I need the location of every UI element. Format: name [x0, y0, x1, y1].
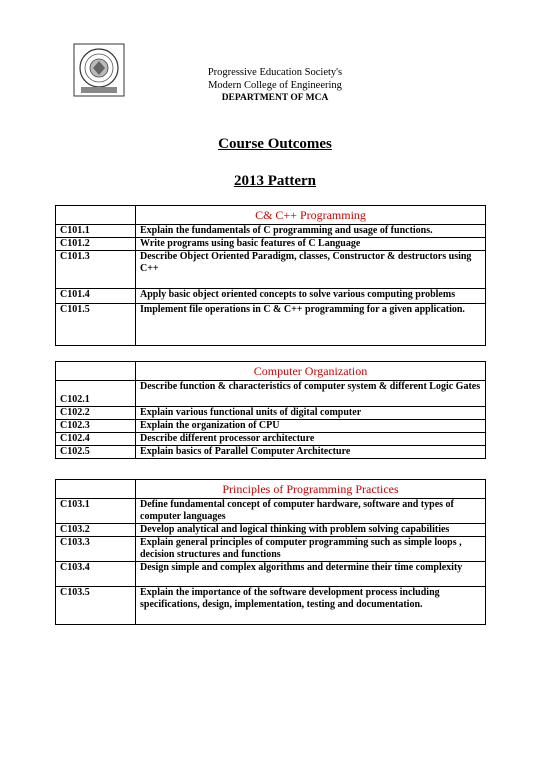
- outcome-code: C102.2: [56, 407, 136, 420]
- pattern-title: 2013 Pattern: [233, 173, 317, 189]
- outcome-code: C101.1: [56, 225, 136, 238]
- course-table-computer-organization: [55, 361, 486, 459]
- outcome-code: C103.4: [56, 562, 136, 587]
- outcome-code: C101.5: [56, 304, 136, 346]
- society-name: Progressive Education Society's: [207, 67, 343, 78]
- outcome-code: C101.4: [56, 289, 136, 304]
- outcome-code: C102.4: [56, 433, 136, 446]
- outcome-text: Implement file operations in C & C++ programming for a given application.: [136, 304, 486, 346]
- outcome-text: Describe different processor architecture: [136, 433, 486, 446]
- outcome-code: C102.5: [56, 446, 136, 459]
- college-name: Modern College of Engineering: [208, 80, 342, 91]
- course-table-programming-practices: [55, 479, 486, 625]
- course-title: C& C++ Programming: [136, 206, 486, 225]
- outcome-code: C101.3: [56, 251, 136, 289]
- course-table-c-cpp: [55, 205, 486, 346]
- outcome-text: Design simple and complex algorithms and determine their time complexity: [136, 562, 486, 587]
- outcome-text: Explain basics of Parallel Computer Architecture: [136, 446, 486, 459]
- outcome-text: Define fundamental concept of computer hardware, software and types of computer languages: [136, 499, 486, 524]
- page-title: Course Outcomes: [218, 136, 332, 152]
- outcome-code: C103.5: [56, 587, 136, 625]
- outcome-code: C101.2: [56, 238, 136, 251]
- outcome-code: C103.2: [56, 524, 136, 537]
- outcome-text: Describe Object Oriented Paradigm, classes, Constructor & destructors using C++: [136, 251, 486, 289]
- outcome-text: Apply basic object oriented concepts to solve various computing problems: [136, 289, 486, 304]
- outcome-text: Explain the importance of the software development process including specifications, design, implementation, testing and documentation.: [136, 587, 486, 625]
- college-header: [0, 66, 550, 105]
- outcome-text: Develop analytical and logical thinking with problem solving capabilities: [136, 524, 486, 537]
- outcome-code: C102.3: [56, 420, 136, 433]
- outcome-text: Describe function & characteristics of computer system & different Logic Gates: [136, 381, 486, 407]
- outcome-text: Explain the fundamentals of C programming and usage of functions.: [136, 225, 486, 238]
- outcome-text: Explain various functional units of digital computer: [136, 407, 486, 420]
- outcome-code: C102.1: [56, 381, 136, 407]
- outcome-code: C103.1: [56, 499, 136, 524]
- outcome-text: Explain the organization of CPU: [136, 420, 486, 433]
- outcome-code: C103.3: [56, 537, 136, 562]
- department-name: DEPARTMENT OF MCA: [221, 93, 329, 103]
- outcome-text: Write programs using basic features of C Language: [136, 238, 486, 251]
- course-title: Principles of Programming Practices: [136, 480, 486, 499]
- course-title: Computer Organization: [136, 362, 486, 381]
- outcome-text: Explain general principles of computer programming such as simple loops , decision structures and functions: [136, 537, 486, 562]
